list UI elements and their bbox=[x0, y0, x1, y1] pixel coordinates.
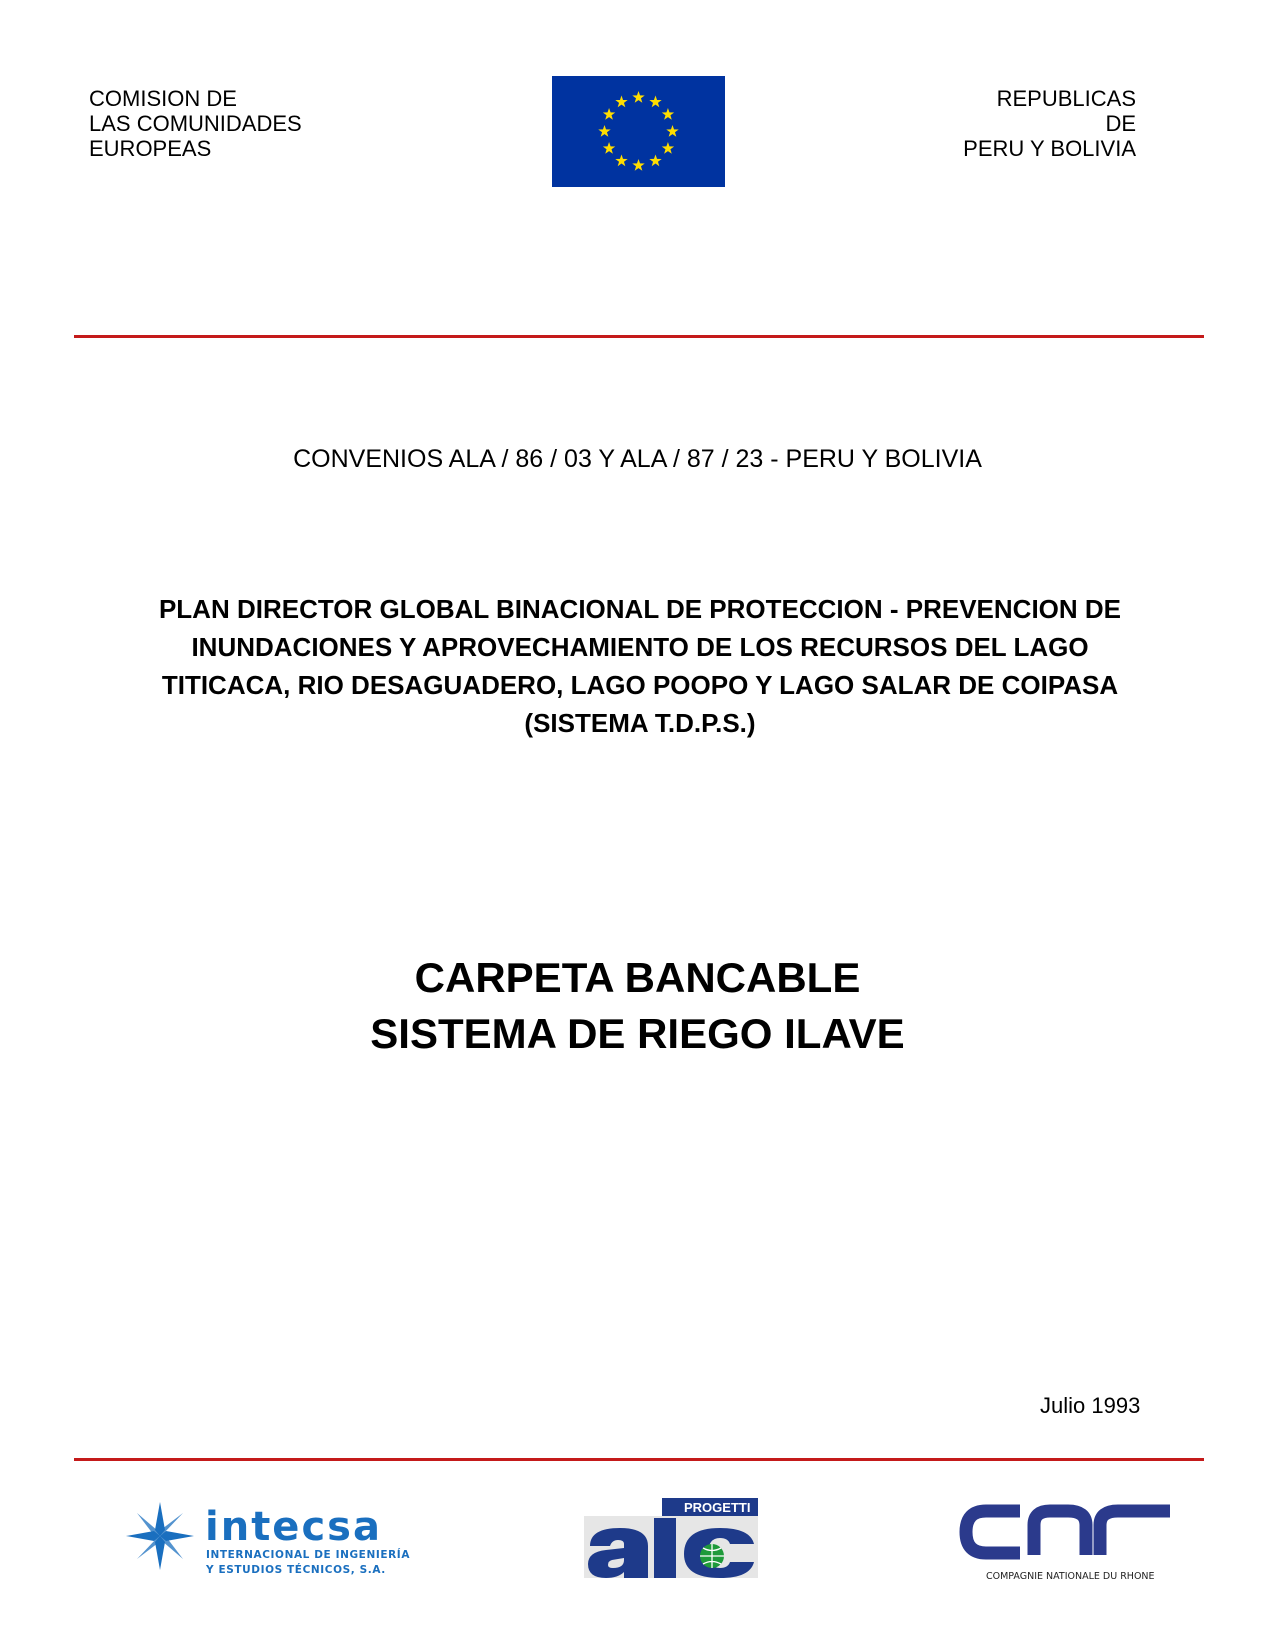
plan-title-line: PLAN DIRECTOR GLOBAL BINACIONAL DE PROTECCION - PREVENCION DE bbox=[158, 594, 1122, 624]
star-icon bbox=[649, 96, 661, 108]
star-icon bbox=[632, 159, 644, 171]
intecsa-subtitle-2: Y ESTUDIOS TÉCNICOS, S.A. bbox=[206, 1564, 386, 1576]
cnr-letters-icon bbox=[966, 1511, 1170, 1555]
star-icon bbox=[666, 125, 678, 137]
plan-title-line: (SISTEMA T.D.P.S.) bbox=[524, 708, 756, 738]
intecsa-logo bbox=[125, 1500, 415, 1580]
document-title bbox=[0, 950, 1275, 1062]
top-divider bbox=[74, 335, 1204, 338]
star-icon bbox=[662, 142, 674, 154]
star-icon bbox=[615, 154, 627, 166]
eu-flag-icon bbox=[552, 76, 725, 187]
header-right-institution: REPUBLICAS DE PERU Y BOLIVIA bbox=[963, 86, 1136, 161]
aic-letters-icon bbox=[584, 1516, 758, 1578]
plan-title bbox=[90, 590, 1190, 742]
star-icon bbox=[662, 108, 674, 120]
star-icon bbox=[615, 96, 627, 108]
star-icon bbox=[649, 154, 661, 166]
aic-progetti-logo bbox=[584, 1498, 758, 1578]
document-title-line: SISTEMA DE RIEGO ILAVE bbox=[370, 1010, 905, 1057]
plan-title-line: INUNDACIONES Y APROVECHAMIENTO DE LOS RECURSOS DEL LAGO bbox=[191, 632, 1089, 662]
aic-tag: PROGETTI bbox=[684, 1500, 751, 1515]
intecsa-wordmark: intecsa bbox=[205, 1504, 382, 1550]
intecsa-star-icon bbox=[126, 1502, 194, 1570]
cnr-logo bbox=[958, 1495, 1183, 1583]
intecsa-subtitle-1: INTERNACIONAL DE INGENIERÍA bbox=[206, 1549, 411, 1561]
bottom-divider bbox=[74, 1458, 1204, 1461]
star-icon bbox=[603, 108, 615, 120]
star-icon bbox=[603, 142, 615, 154]
plan-title-line: TITICACA, RIO DESAGUADERO, LAGO POOPO Y LAGO SALAR DE COIPASA bbox=[161, 670, 1119, 700]
cnr-caption: COMPAGNIE NATIONALE DU RHONE bbox=[986, 1571, 1155, 1582]
convenios-line: CONVENIOS ALA / 86 / 03 Y ALA / 87 / 23 - PERU Y BOLIVIA bbox=[293, 445, 982, 473]
star-icon bbox=[598, 125, 610, 137]
document-title-line: CARPETA BANCABLE bbox=[414, 954, 861, 1001]
document-date: Julio 1993 bbox=[1040, 1393, 1141, 1418]
star-icon bbox=[632, 91, 644, 103]
header-left-institution: COMISION DE LAS COMUNIDADES EUROPEAS bbox=[89, 86, 302, 161]
